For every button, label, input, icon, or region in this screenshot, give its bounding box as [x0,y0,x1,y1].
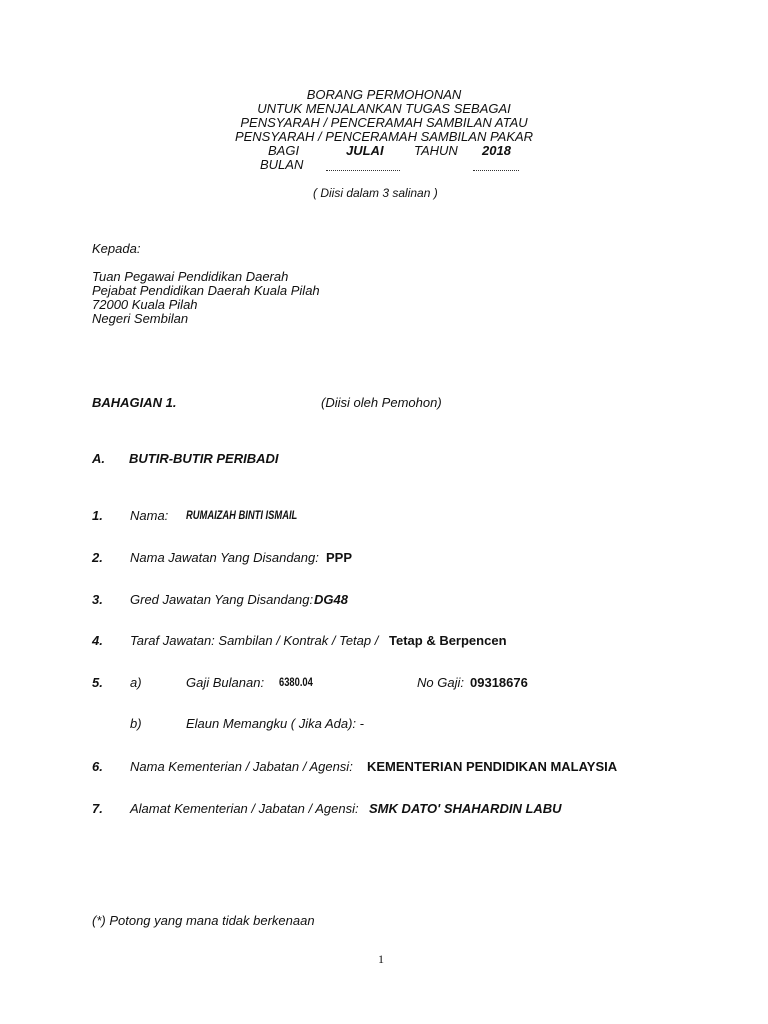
bulan-label: BULAN [260,157,304,172]
copies-note: ( Diisi dalam 3 salinan ) [313,186,438,200]
item-4-label: Taraf Jawatan: Sambilan / Kontrak / Tetap / [130,633,379,648]
part-a-letter: A. [92,451,105,466]
kepada-label: Kepada: [92,241,141,256]
section-note: (Diisi oleh Pemohon) [321,395,442,410]
allowance-label: Elaun Memangku ( Jika Ada): - [186,716,364,731]
tahun-dotted-line [473,170,519,171]
item-7-number: 7. [92,801,103,816]
form-title: BORANG PERMOHONAN [306,87,462,102]
form-subtitle-2: PENSYARAH / PENCERAMAH SAMBILAN ATAU [240,115,528,130]
ministry-address-value: SMK DATO' SHAHARDIN LABU [369,801,562,816]
ministry-value: KEMENTERIAN PENDIDIKAN MALAYSIA [367,759,618,774]
recipient-line-1: Tuan Pegawai Pendidikan Daerah [92,269,289,284]
item-1-number: 1. [92,508,103,523]
bagi-label: BAGI [268,143,300,158]
item-1-label: Nama: [130,508,169,523]
item-6-number: 6. [92,759,103,774]
applicant-name-value: RUMAIZAH BINTI ISMAIL [186,508,298,522]
item-5b-label: b) [130,716,142,731]
grade-value: DG48 [314,592,348,607]
salary-number-value: 09318676 [470,675,528,690]
position-status-value: Tetap & Berpencen [389,633,507,648]
salary-label: Gaji Bulanan: [186,675,265,690]
item-5-number: 5. [92,675,103,690]
recipient-line-3: 72000 Kuala Pilah [92,297,198,312]
form-subtitle-1: UNTUK MENJALANKAN TUGAS SEBAGAI [257,101,511,116]
salary-number-label: No Gaji: [417,675,464,690]
part-a-title: BUTIR-BUTIR PERIBADI [129,451,279,466]
item-5a-label: a) [130,675,142,690]
form-subtitle-3: PENSYARAH / PENCERAMAH SAMBILAN PAKAR [234,129,534,144]
item-2-number: 2. [92,550,103,565]
item-3-number: 3. [92,592,103,607]
position-name-value: PPP [326,550,353,565]
salary-value: 6380.04 [279,675,313,689]
item-3-label: Gred Jawatan Yang Disandang: [130,592,314,607]
item-2-label: Nama Jawatan Yang Disandang: [130,550,319,565]
recipient-line-2: Pejabat Pendidikan Daerah Kuala Pilah [92,283,320,298]
item-4-number: 4. [92,633,103,648]
section-title: BAHAGIAN 1. [92,395,177,410]
tahun-value: 2018 [482,143,511,158]
item-7-label: Alamat Kementerian / Jabatan / Agensi: [130,801,359,816]
recipient-line-4: Negeri Sembilan [92,311,189,326]
page-number: 1 [378,952,384,966]
bulan-value: JULAI [346,143,384,158]
item-6-label: Nama Kementerian / Jabatan / Agensi: [130,759,353,774]
bulan-dotted-line [326,170,400,171]
tahun-label: TAHUN [414,143,458,158]
footnote: (*) Potong yang mana tidak berkenaan [92,913,315,928]
